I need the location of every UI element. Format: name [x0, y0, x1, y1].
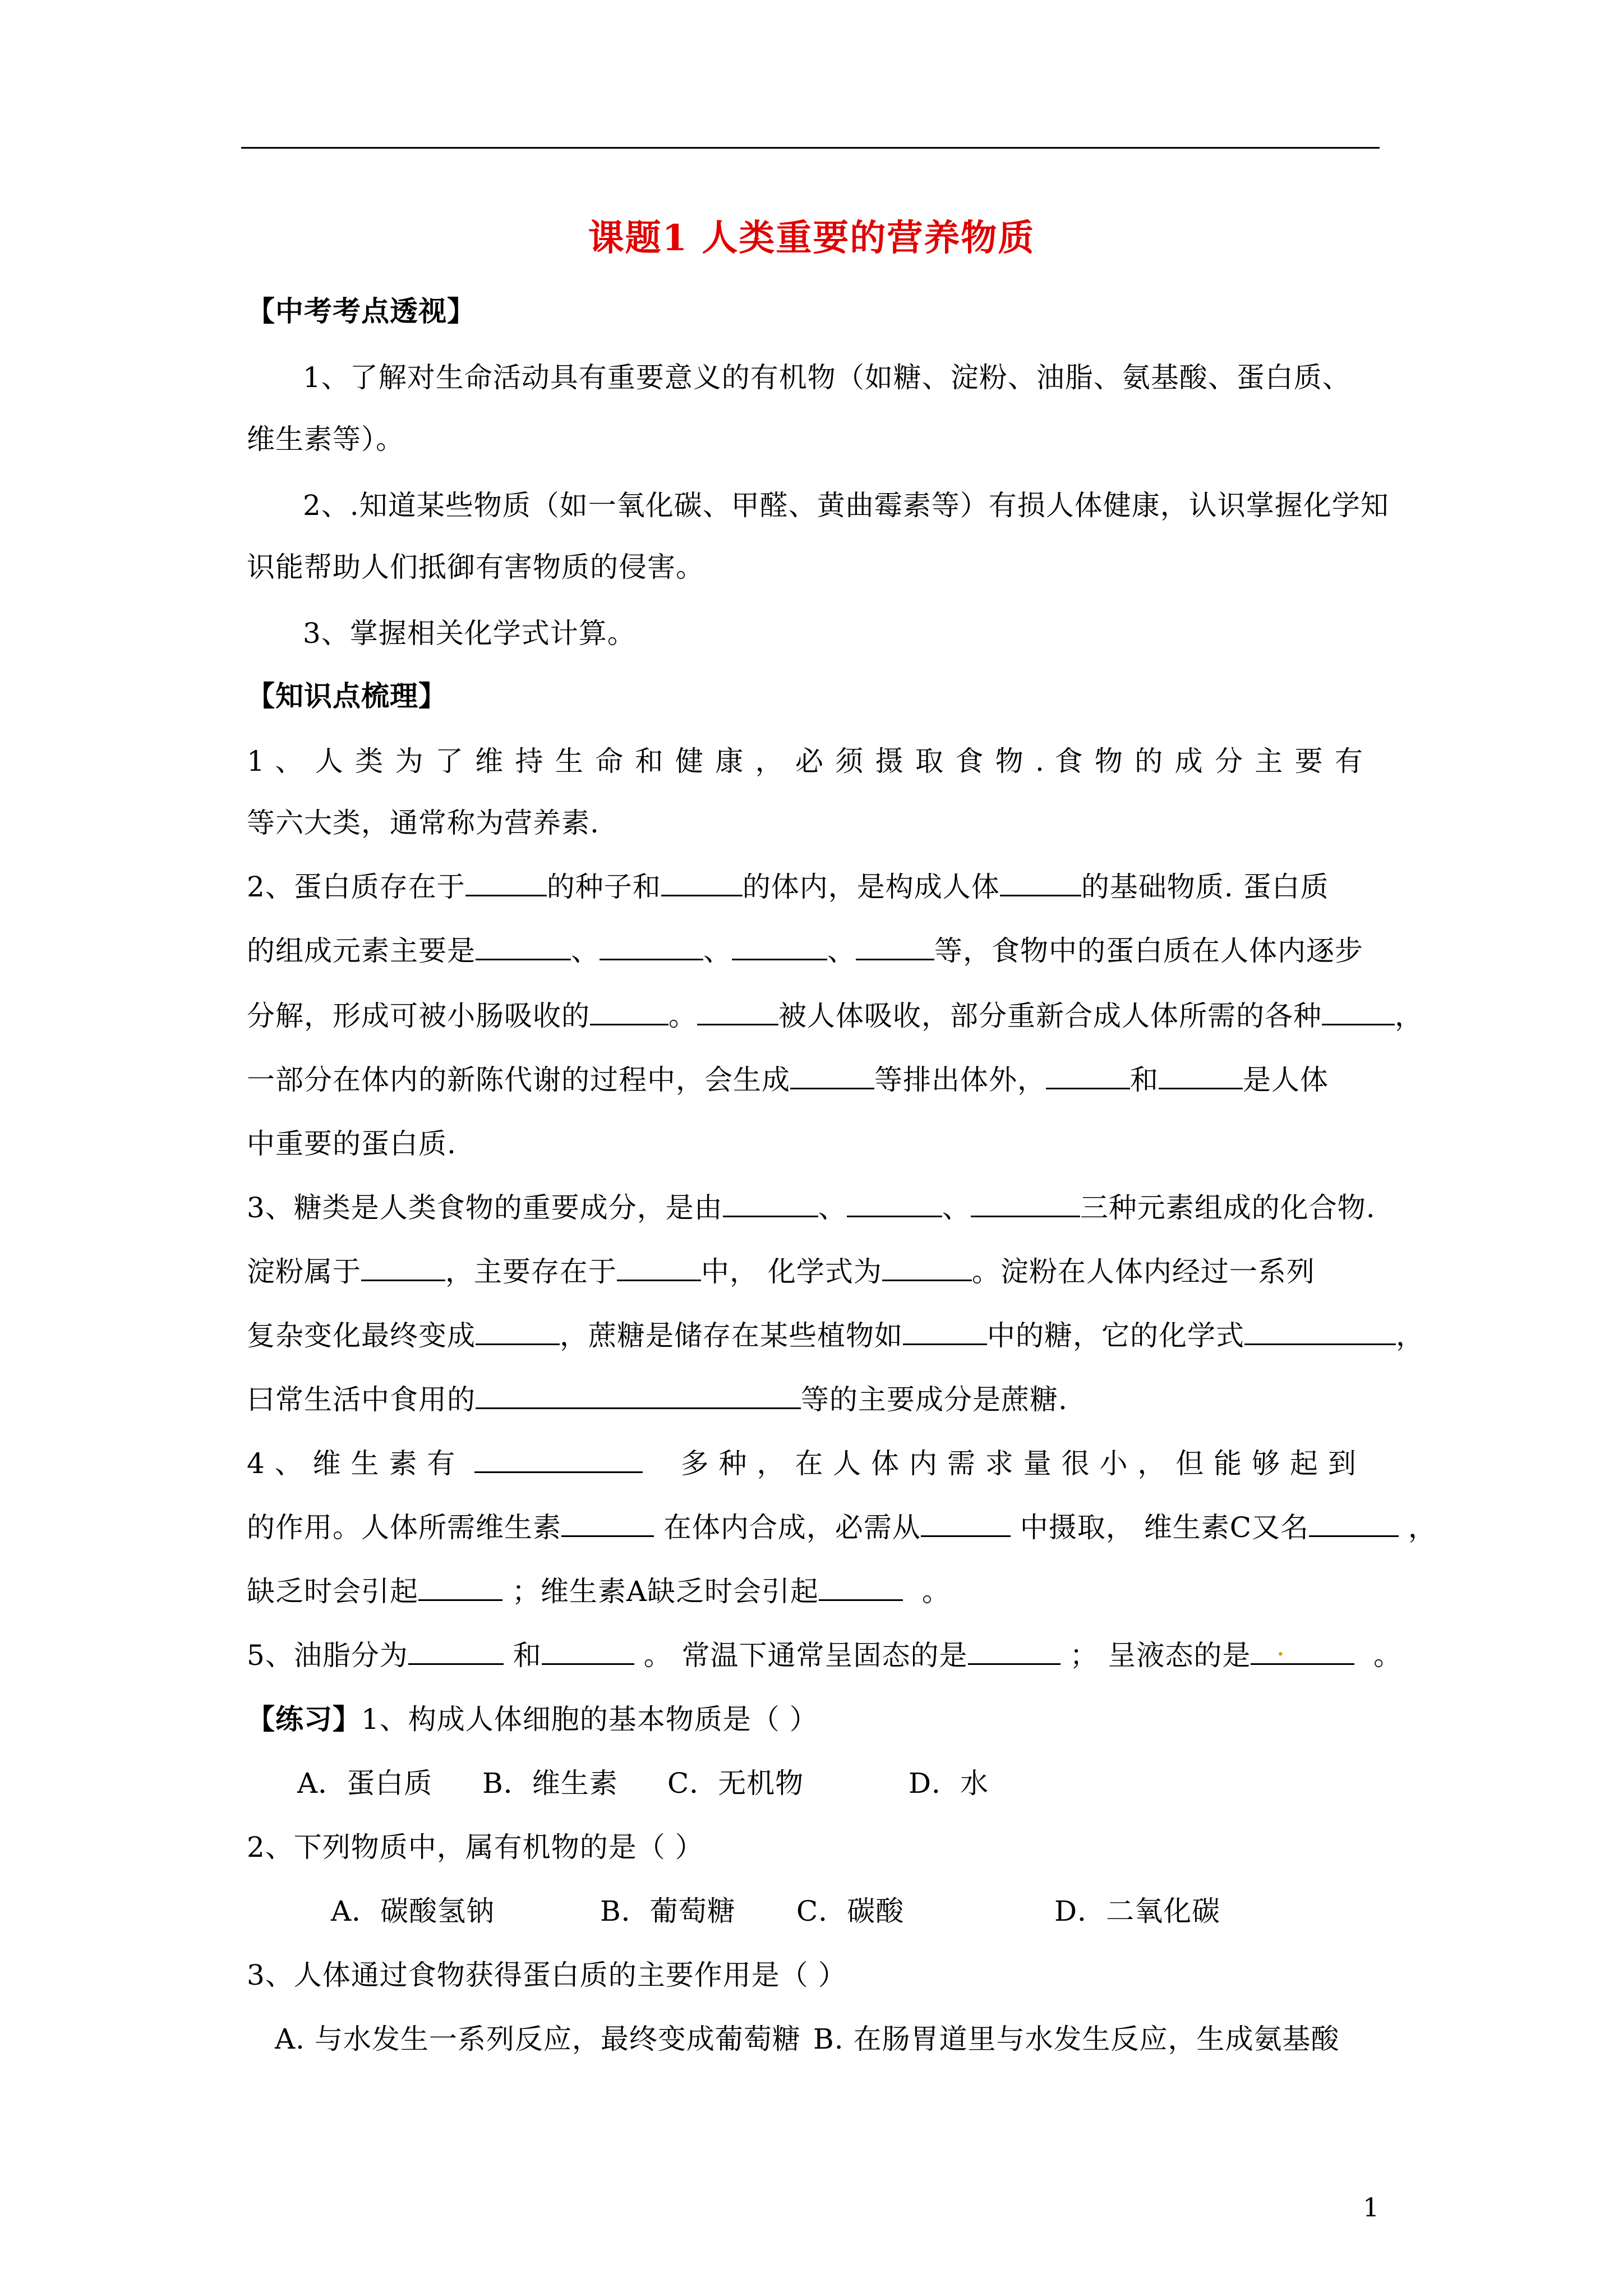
text-segment: 被人体吸收，部分重新合成人体所需的各种	[778, 1000, 1322, 1032]
option-d[interactable]: D．水	[909, 1767, 989, 1800]
fill-blank[interactable]	[732, 933, 827, 960]
fill-blank[interactable]	[408, 1637, 504, 1665]
text-segment: 多 种 ， 在 人 体 内 需 求 量 很 小 ， 但 能 够 起 到	[680, 1447, 1357, 1480]
knowledge-2c	[247, 996, 1423, 1036]
fill-blank[interactable]	[600, 933, 703, 960]
text-segment: 缺乏时会引起	[247, 1575, 418, 1608]
text-segment: 和	[1130, 1064, 1159, 1096]
text-segment: 是人体	[1243, 1064, 1329, 1096]
fill-blank[interactable]	[476, 1318, 560, 1345]
section-heading-practice: 【练习】	[247, 1703, 361, 1736]
text-segment: 淀粉属于	[247, 1255, 361, 1288]
question-2-options	[331, 1892, 1464, 1931]
fill-blank[interactable]	[465, 869, 547, 896]
fill-blank[interactable]	[418, 1573, 502, 1601]
option-c[interactable]: C．碳酸	[796, 1895, 905, 1927]
text-segment: 曰常生活中食用的	[247, 1383, 476, 1416]
page-number: 1	[1363, 2192, 1380, 2223]
header-rule	[241, 147, 1380, 149]
exam-point-1b: 维生素等）。	[247, 423, 404, 455]
practice-question-3: 3、人体通过食物获得蛋白质的主要作用是（ ）	[247, 1959, 847, 1991]
text-segment: 的作用。人体所需维生素	[247, 1511, 561, 1544]
fill-blank[interactable]	[971, 1190, 1080, 1217]
question-text: 1、构成人体细胞的基本物质是（ ）	[361, 1703, 818, 1736]
text-segment: ，主要存在于	[445, 1255, 617, 1288]
fill-blank[interactable]	[856, 933, 934, 960]
fill-blank[interactable]	[617, 1254, 701, 1281]
exam-point-1a: 1、了解对生命活动具有重要意义的有机物（如糖、淀粉、油脂、氨基酸、蛋白质、	[303, 361, 1351, 394]
text-segment: 的组成元素主要是	[247, 935, 476, 967]
option-c[interactable]: C．无机物	[667, 1767, 804, 1800]
text-segment: 、	[818, 1191, 847, 1224]
exam-point-2a: 2、.知道某些物质（如一氧化碳、甲醛、黄曲霉素等）有损人体健康，认识掌握化学知	[303, 489, 1389, 522]
question-1-options	[297, 1764, 1430, 1803]
question-3-options	[275, 2019, 1408, 2059]
text-segment: ；维生素A缺乏时会引起	[511, 1575, 819, 1608]
text-segment: ，	[1395, 1000, 1423, 1032]
knowledge-2d	[247, 1060, 1380, 1099]
fill-blank[interactable]	[1251, 1630, 1354, 1665]
stray-mark: .	[1276, 1630, 1286, 1662]
text-segment: 复杂变化最终变成	[247, 1319, 476, 1352]
text-segment: 。	[921, 1575, 951, 1608]
text-segment: 2、蛋白质存在于	[247, 871, 465, 903]
text-segment: ，	[1408, 1511, 1437, 1544]
exam-point-3: 3、掌握相关化学式计算。	[303, 617, 636, 650]
fill-blank[interactable]	[474, 1446, 643, 1473]
text-segment: 等排出体外，	[874, 1064, 1046, 1096]
text-segment: 4 、 维 生 素 有	[247, 1447, 456, 1480]
fill-blank[interactable]	[819, 1573, 903, 1601]
text-segment: 等，食物中的蛋白质在人体内逐步	[934, 935, 1363, 967]
option-d[interactable]: D．二氧化碳	[1054, 1895, 1221, 1927]
text-segment: 、	[942, 1191, 971, 1224]
option-a[interactable]: A. 与水发生一系列反应，最终变成葡萄糖	[275, 2023, 801, 2055]
text-segment: ； 呈液态的是	[1069, 1639, 1251, 1672]
knowledge-2e: 中重要的蛋白质.	[247, 1128, 457, 1160]
fill-blank[interactable]	[921, 1510, 1011, 1537]
option-b[interactable]: B．葡萄糖	[600, 1895, 736, 1927]
knowledge-3d	[247, 1380, 1380, 1419]
text-segment: 、	[827, 935, 856, 967]
practice-question-1	[247, 1700, 1380, 1739]
exam-point-2b: 识能帮助人们抵御有害物质的侵害。	[247, 551, 704, 583]
fill-blank[interactable]	[1322, 998, 1395, 1025]
option-b[interactable]: B．维生素	[482, 1767, 618, 1800]
text-segment: 、	[703, 935, 732, 967]
fill-blank[interactable]	[790, 1062, 874, 1089]
knowledge-2a	[247, 867, 1380, 907]
text-segment: 中摄取， 维生素C又名	[1010, 1511, 1309, 1544]
fill-blank[interactable]	[590, 998, 668, 1025]
text-segment: 的基础物质. 蛋白质	[1081, 871, 1329, 903]
page-title: 课题1 人类重要的营养物质	[588, 217, 1035, 259]
text-segment: 。淀粉在人体内经过一系列	[971, 1255, 1315, 1288]
knowledge-1a: 1 、 人 类 为 了 维 持 生 命 和 健 康 ， 必 须 摄 取 食 物 . 食 物 的 成 分 主 要 有	[247, 745, 1363, 777]
fill-blank[interactable]	[903, 1318, 987, 1345]
text-segment: 中， 化学式为	[701, 1255, 882, 1288]
text-segment: 、	[571, 935, 600, 967]
fill-blank[interactable]	[882, 1254, 972, 1281]
fill-blank[interactable]	[542, 1637, 634, 1665]
fill-blank[interactable]	[1309, 1510, 1399, 1537]
option-a[interactable]: A．碳酸氢钠	[331, 1895, 495, 1927]
option-b[interactable]: B. 在肠胃道里与水发生反应，生成氨基酸	[813, 2023, 1340, 2055]
option-a[interactable]: A．蛋白质	[297, 1767, 433, 1800]
text-segment: 。	[1373, 1639, 1403, 1672]
fill-blank[interactable]	[847, 1190, 942, 1217]
knowledge-5	[247, 1630, 1403, 1675]
text-segment: 等的主要成分是蔗糖.	[801, 1383, 1068, 1416]
text-segment: 的种子和	[546, 871, 661, 903]
fill-blank[interactable]	[361, 1254, 445, 1281]
section-heading-exam: 【中考考点透视】	[247, 295, 476, 328]
fill-blank[interactable]	[1000, 869, 1081, 896]
knowledge-4c	[247, 1572, 1380, 1611]
fill-blank[interactable]	[476, 1382, 801, 1409]
text-segment: 在体内合成，必需从	[654, 1511, 921, 1544]
text-segment: 的体内，是构成人体	[742, 871, 1000, 903]
knowledge-3a	[247, 1188, 1380, 1227]
text-segment: 3、糖类是人类食物的重要成分，是由	[247, 1191, 723, 1224]
text-segment: 和	[503, 1639, 542, 1672]
text-segment: 三种元素组成的化合物.	[1080, 1191, 1376, 1224]
practice-question-2: 2、下列物质中，属有机物的是（ ）	[247, 1831, 704, 1864]
knowledge-3b	[247, 1252, 1380, 1291]
section-heading-knowledge: 【知识点梳理】	[247, 679, 447, 712]
text-segment: ，	[1396, 1319, 1424, 1352]
text-segment: 中的糖，它的化学式	[987, 1319, 1244, 1352]
fill-blank[interactable]	[476, 933, 571, 960]
knowledge-4b	[247, 1508, 1437, 1547]
knowledge-2b	[247, 931, 1380, 970]
text-segment: 一部分在体内的新陈代谢的过程中，会生成	[247, 1064, 790, 1096]
fill-blank[interactable]	[661, 869, 743, 896]
text-segment: 分解，形成可被小肠吸收的	[247, 1000, 590, 1032]
text-segment: ，蔗糖是储存在某些植物如	[560, 1319, 903, 1352]
text-segment: 。	[668, 1000, 697, 1032]
fill-blank[interactable]	[1159, 1062, 1243, 1089]
knowledge-3c	[247, 1316, 1424, 1355]
fill-blank[interactable]	[723, 1190, 818, 1217]
fill-blank[interactable]	[697, 998, 778, 1025]
text-segment: 。 常温下通常呈固态的是	[643, 1639, 968, 1672]
fill-blank[interactable]	[561, 1510, 654, 1537]
knowledge-4a	[247, 1444, 1380, 1483]
knowledge-1b: 等六大类，通常称为营养素.	[247, 807, 600, 839]
fill-blank[interactable]	[968, 1637, 1061, 1665]
fill-blank[interactable]	[1244, 1318, 1396, 1345]
fill-blank[interactable]	[1046, 1062, 1130, 1089]
text-segment: 5、油脂分为	[247, 1639, 408, 1672]
